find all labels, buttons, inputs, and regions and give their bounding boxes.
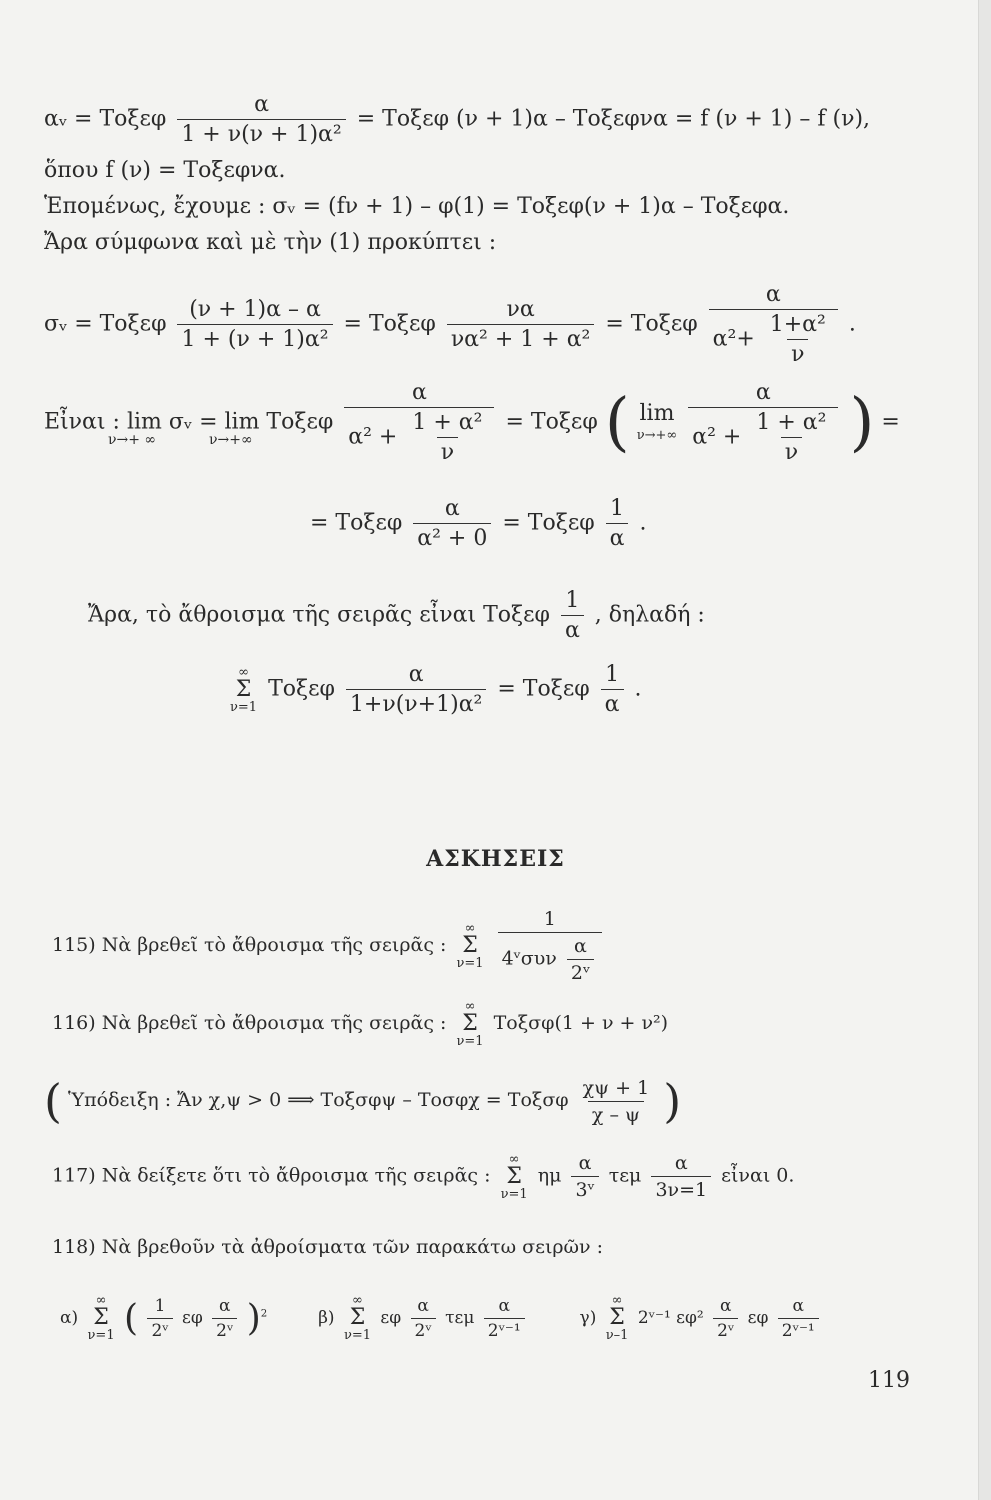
eq5-num2: να bbox=[506, 297, 535, 322]
eq6-sub-labels bbox=[108, 432, 253, 448]
ex118c-num2: α bbox=[792, 1295, 804, 1316]
ex118c-coef: 2ᵛ⁻¹ εφ² bbox=[637, 1307, 704, 1328]
eq5-lhs: σᵥ = Τοξεφ bbox=[44, 311, 167, 337]
eq1-den: 1 + ν(ν + 1)α² bbox=[177, 119, 345, 147]
eq8-lhs: Ἄρα, τὸ ἄθροισμα τῆς σειρᾶς εἶναι Τοξεφ bbox=[88, 602, 550, 628]
eq5-mid2: = Τοξεφ bbox=[605, 311, 698, 337]
ex118-part-a bbox=[60, 1293, 273, 1343]
sum-bottom: ν=1 bbox=[230, 699, 258, 715]
eq7-frac2 bbox=[606, 496, 629, 551]
eq9-frac1 bbox=[346, 662, 486, 717]
ex118c-num1: α bbox=[719, 1295, 732, 1316]
eq9-fn: Τοξεφ bbox=[268, 676, 335, 702]
eq6-lim-word: lim bbox=[639, 401, 675, 426]
ex118b-frac1 bbox=[411, 1296, 436, 1341]
eq7-num2: 1 bbox=[610, 496, 625, 521]
exercise-118: 118) Νὰ βρεθοῦν τὰ ἀθροίσματα τῶν παρακάτω σειρῶν : bbox=[52, 1236, 604, 1258]
ex118a-sum bbox=[88, 1294, 115, 1342]
ex118a-label: α) bbox=[60, 1307, 79, 1328]
hint-frac bbox=[579, 1077, 654, 1126]
eq6-den2-a: α² + bbox=[692, 424, 742, 450]
hint-text: Ὑπόδειξη : Ἄν χ,ψ > 0 ⟹ Τοξσφψ – Τοσφχ = Τοξσφ bbox=[68, 1089, 569, 1111]
eq5-den3-den: ν bbox=[787, 339, 808, 367]
exercise-115 bbox=[52, 908, 606, 984]
ex116-sum-top: ∞ bbox=[464, 999, 476, 1014]
ex118b-num1: α bbox=[417, 1295, 429, 1316]
ex118a-sum-bottom: ν=1 bbox=[87, 1328, 115, 1343]
ex118b-f2: τεμ bbox=[445, 1307, 475, 1328]
ex118b-frac2 bbox=[484, 1296, 525, 1341]
eq9-num2: 1 bbox=[605, 662, 620, 687]
ex115-den bbox=[498, 932, 602, 984]
ex117-sum bbox=[501, 1153, 528, 1201]
ex115-frac bbox=[498, 908, 602, 984]
eq6-den2-frac bbox=[752, 410, 830, 465]
ex118c-den2: 2ᵛ⁻¹ bbox=[778, 1318, 819, 1341]
eq7-end: . bbox=[639, 510, 647, 536]
eq6-den2-den: ν bbox=[781, 437, 802, 465]
ex118b-sum-sigma: Σ bbox=[349, 1305, 366, 1330]
text-line-8 bbox=[88, 588, 705, 643]
ex117-num2: α bbox=[674, 1152, 688, 1174]
eq6-mid: = Τοξεφ bbox=[505, 409, 598, 435]
ex118a-num1: 1 bbox=[154, 1295, 166, 1316]
ex118b-den1: 2ᵛ bbox=[411, 1318, 436, 1341]
ex117-num1: α bbox=[578, 1152, 592, 1174]
ex117-f2: τεμ bbox=[608, 1164, 642, 1187]
eq6-lhs: Εἶναι : lim σᵥ = lim Τοξεφ bbox=[44, 409, 334, 435]
eq5-frac2 bbox=[447, 297, 595, 352]
ex117-sum-top: ∞ bbox=[508, 1151, 520, 1167]
ex118b-num2: α bbox=[498, 1295, 510, 1316]
eq6-den2 bbox=[688, 407, 838, 465]
ex118c-frac2 bbox=[778, 1296, 819, 1341]
eq7-lhs: = Τοξεφ bbox=[310, 510, 403, 536]
ex117-sum-bottom: ν=1 bbox=[500, 1186, 528, 1202]
ex118a-frac1 bbox=[147, 1296, 172, 1341]
ex115-den-frac bbox=[567, 935, 594, 984]
eq6-num2: α bbox=[755, 380, 771, 405]
ex118c-label: γ) bbox=[579, 1307, 597, 1328]
equation-line-1 bbox=[44, 92, 870, 147]
ex117-den2: 3ν=1 bbox=[651, 1176, 711, 1201]
eq1-lhs: αᵥ = Τοξεφ bbox=[44, 106, 167, 132]
ex117-f1: ημ bbox=[537, 1164, 562, 1187]
ex115-num: 1 bbox=[543, 908, 556, 930]
exercises-heading: ΑΣΚΗΣΕΙΣ bbox=[426, 846, 565, 872]
eq5-num1: (ν + 1)α – α bbox=[189, 297, 321, 322]
ex118b-label: β) bbox=[318, 1307, 335, 1328]
ex118a-num2: α bbox=[218, 1295, 231, 1316]
eq1-num: α bbox=[254, 92, 269, 117]
ex116-text: 116) Νὰ βρεθεῖ τὸ ἄθροισμα τῆς σειρᾶς : bbox=[52, 1012, 447, 1034]
hint-116 bbox=[44, 1074, 681, 1128]
eq6-den bbox=[344, 407, 494, 465]
ex118a-sum-sigma: Σ bbox=[93, 1305, 109, 1330]
ex117-frac1 bbox=[571, 1152, 598, 1201]
eq5-den3-num: 1+α² bbox=[769, 312, 826, 337]
eq8-frac bbox=[561, 588, 584, 643]
ex115-sum-sigma: Σ bbox=[462, 933, 478, 958]
hint-left-paren: ( bbox=[44, 1074, 62, 1128]
eq9-end: . bbox=[634, 676, 642, 702]
ex118c-den1: 2ᵛ bbox=[713, 1318, 738, 1341]
ex117-sum-sigma: Σ bbox=[506, 1163, 522, 1189]
eq5-den3-frac bbox=[766, 312, 830, 367]
sum-sigma: Σ bbox=[235, 676, 252, 702]
ex117-text: 117) Νὰ δείξετε ὅτι τὸ ἄθροισμα τῆς σειρᾶς : bbox=[52, 1164, 491, 1187]
eq6-end: = bbox=[881, 409, 900, 435]
eq6-limit bbox=[637, 403, 678, 442]
eq6-den2-num: 1 + α² bbox=[756, 410, 827, 435]
eq6-den-a: α² + bbox=[348, 424, 398, 450]
equation-line-9 bbox=[226, 662, 642, 717]
ex118b-sum-bottom: ν=1 bbox=[343, 1328, 372, 1343]
text-line-3: Ἑπομένως, ἔχουμε : σᵥ = (fν + 1) – φ(1) = Τοξεφ(ν + 1)α – Τοξεφα. bbox=[44, 194, 790, 219]
exercise-117 bbox=[52, 1152, 794, 1201]
ex118a-right-paren: ) bbox=[246, 1297, 261, 1339]
eq5-frac3 bbox=[709, 282, 838, 367]
eq1-rhs: = Τοξεφ (ν + 1)α – Τοξεφνα = f (ν + 1) – f (ν), bbox=[356, 106, 871, 132]
ex115-den-den: 2ᵛ bbox=[567, 959, 594, 984]
ex115-sum bbox=[456, 922, 483, 970]
hint-num: χψ + 1 bbox=[582, 1076, 650, 1099]
eq1-fraction bbox=[177, 92, 345, 147]
ex115-den-a: 4ᵛσυν bbox=[501, 947, 557, 970]
eq9-den: 1+ν(ν+1)α² bbox=[346, 689, 486, 717]
page-number: 119 bbox=[868, 1368, 910, 1393]
ex115-sum-top: ∞ bbox=[464, 921, 476, 936]
eq7-den2: α bbox=[606, 523, 629, 551]
eq6-lim-sub: ν→+∞ bbox=[636, 428, 678, 443]
eq6-sub2: ν→+∞ bbox=[209, 432, 253, 448]
eq9-den2: α bbox=[601, 689, 624, 717]
ex118a-sum-top: ∞ bbox=[95, 1293, 107, 1308]
eq8-num: 1 bbox=[565, 588, 580, 613]
eq6-frac2 bbox=[688, 380, 838, 465]
equation-line-7 bbox=[310, 496, 646, 551]
ex115-text: 115) Νὰ βρεθεῖ τὸ ἄθροισμα τῆς σειρᾶς : bbox=[52, 934, 447, 956]
ex117-den1: 3ᵛ bbox=[571, 1176, 598, 1201]
eq9-num: α bbox=[408, 662, 424, 687]
eq5-mid: = Τοξεφ bbox=[343, 311, 436, 337]
hint-right-paren: ) bbox=[663, 1074, 682, 1128]
eq5-end: . bbox=[848, 311, 856, 337]
ex118c-sum-sigma: Σ bbox=[609, 1305, 625, 1330]
eq6-den-den: ν bbox=[437, 437, 458, 465]
ex118c-f: εφ bbox=[747, 1307, 769, 1328]
eq9-mid: = Τοξεφ bbox=[497, 676, 590, 702]
ex117-frac2 bbox=[651, 1152, 711, 1201]
ex115-den-num: α bbox=[574, 935, 587, 957]
eq6-den-num: 1 + α² bbox=[412, 410, 483, 435]
right-paren: ) bbox=[849, 385, 875, 460]
eq7-num: α bbox=[444, 496, 460, 521]
eq6-den-frac bbox=[408, 410, 486, 465]
text-line-4: Ἄρα σύμφωνα καὶ μὲ τὴν (1) προκύπτει : bbox=[44, 230, 497, 255]
ex118a-frac2 bbox=[212, 1296, 237, 1341]
eq7-frac1 bbox=[413, 496, 491, 551]
ex118b-sum-top: ∞ bbox=[352, 1293, 363, 1308]
eq5-num3: α bbox=[765, 282, 781, 307]
ex116-sum-bottom: ν=1 bbox=[456, 1034, 484, 1049]
ex118b-sum bbox=[344, 1294, 371, 1342]
ex116-sum-sigma: Σ bbox=[462, 1011, 478, 1036]
eq7-den: α² + 0 bbox=[413, 523, 491, 551]
eq6-frac1 bbox=[344, 380, 494, 465]
sum-top: ∞ bbox=[238, 664, 249, 680]
left-paren: ( bbox=[604, 385, 630, 460]
ex118a-den2: 2ᵛ bbox=[212, 1318, 237, 1341]
eq6-sub1: ν→+ ∞ bbox=[108, 432, 157, 448]
ex118c-sum-top: ∞ bbox=[611, 1293, 623, 1308]
ex118a-f: εφ bbox=[182, 1307, 203, 1328]
ex118-part-c bbox=[579, 1293, 823, 1343]
eq9-frac2 bbox=[601, 662, 624, 717]
ex116-sum bbox=[456, 1000, 483, 1048]
ex118-part-b bbox=[318, 1293, 534, 1343]
equation-line-6 bbox=[44, 380, 900, 465]
equation-line-5 bbox=[44, 282, 856, 367]
hint-den: χ – ψ bbox=[588, 1101, 644, 1126]
ex118c-sum bbox=[606, 1294, 629, 1342]
ex118c-sum-bottom: ν–1 bbox=[605, 1328, 629, 1343]
eq5-den3 bbox=[709, 309, 838, 367]
eq7-mid: = Τοξεφ bbox=[502, 510, 595, 536]
text-line-2: ὅπου f (ν) = Τοξεφνα. bbox=[44, 158, 286, 183]
ex116-expr: Τοξσφ(1 + ν + ν²) bbox=[493, 1012, 669, 1034]
eq8-den: α bbox=[561, 615, 584, 643]
ex118a-pow: 2 bbox=[260, 1307, 268, 1319]
eq5-den1: 1 + (ν + 1)α² bbox=[177, 324, 332, 352]
page-edge bbox=[978, 0, 991, 1500]
ex118a-left-paren: ( bbox=[124, 1297, 139, 1339]
ex118b-f1: εφ bbox=[380, 1307, 402, 1328]
exercise-118-parts bbox=[60, 1294, 823, 1342]
eq5-frac1 bbox=[177, 297, 332, 352]
ex117-end: εἶναι 0. bbox=[721, 1164, 795, 1187]
exercise-116 bbox=[52, 1000, 668, 1048]
ex118a-den1: 2ᵛ bbox=[147, 1318, 172, 1341]
ex115-sum-bottom: ν=1 bbox=[456, 956, 484, 971]
eq6-num: α bbox=[411, 380, 427, 405]
eq8-end: , δηλαδή : bbox=[594, 602, 705, 628]
eq5-den3-a: α²+ bbox=[712, 326, 755, 352]
eq5-den2: να² + 1 + α² bbox=[447, 324, 595, 352]
sum-symbol bbox=[230, 666, 257, 714]
ex118b-den2: 2ᵛ⁻¹ bbox=[484, 1318, 525, 1341]
ex118c-frac1 bbox=[713, 1296, 738, 1341]
